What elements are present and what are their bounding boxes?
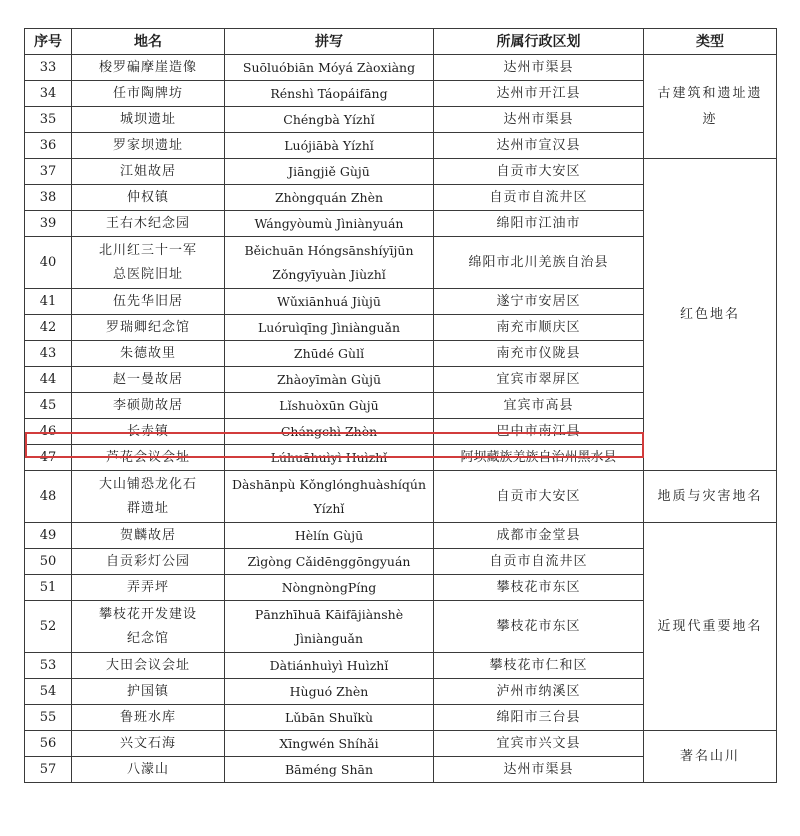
cell-region: 达州市宣汉县 [434,133,644,159]
cell-no: 55 [25,705,72,731]
cell-name: 大田会议会址 [72,653,225,679]
cell-name: 伍先华旧居 [72,289,225,315]
cell-region: 自贡市大安区 [434,471,644,523]
cell-pinyin: Bāméng Shān [225,757,434,783]
cell-name: 城坝遗址 [72,107,225,133]
category-modern-places: 近现代重要地名 [644,523,777,731]
cell-name: 罗家坝遗址 [72,133,225,159]
table-row [25,55,777,81]
cell-region: 宜宾市兴文县 [434,731,644,757]
table-row [25,523,777,549]
cell-name: 王右木纪念园 [72,211,225,237]
name-line2: 纪念馆 [126,630,169,646]
cell-name: 八濛山 [72,757,225,783]
cell-region: 遂宁市安居区 [434,289,644,315]
cell-pinyin: Wángyòumù Jìniànyuán [225,211,434,237]
cell-region: 巴中市南江县 [434,419,644,445]
cell-pinyin: Chéngbà Yízhǐ [225,107,434,133]
pinyin-line1: Běichuān Hóngsānshíyījūn [244,242,414,258]
cell-no: 35 [25,107,72,133]
cell-no: 43 [25,341,72,367]
cell-no: 47 [25,445,72,471]
pinyin-line2: Yízhǐ [313,500,345,516]
cell-pinyin: NòngnòngPíng [225,575,434,601]
place-names-table [24,28,777,783]
cell-pinyin: Dàtiánhuìyì Huìzhǐ [225,653,434,679]
cell-region: 达州市开江县 [434,81,644,107]
cell-pinyin: Luóruìqīng Jìniànguǎn [225,315,434,341]
cell-pinyin [225,237,434,289]
cell-name: 贺麟故居 [72,523,225,549]
cell-no: 37 [25,159,72,185]
table-header-row [25,29,777,55]
header-no: 序号 [25,29,72,55]
cell-name: 仲权镇 [72,185,225,211]
cell-name: 芦花会议会址 [72,445,225,471]
cell-region: 达州市渠县 [434,55,644,81]
cell-pinyin: Lǐshuòxūn Gùjū [225,393,434,419]
cell-region: 南充市仪陇县 [434,341,644,367]
cell-region: 攀枝花市仁和区 [434,653,644,679]
cell-region: 宜宾市高县 [434,393,644,419]
cell-name: 朱德故里 [72,341,225,367]
table-row [25,471,777,523]
cell-no: 36 [25,133,72,159]
cell-region: 绵阳市北川羌族自治县 [434,237,644,289]
cell-no: 38 [25,185,72,211]
pinyin-line1: Pānzhīhuā Kāifājiànshè [254,606,404,622]
cell-region: 泸州市纳溪区 [434,679,644,705]
header-name: 地名 [72,29,225,55]
table-row [25,731,777,757]
cell-pinyin: Rénshì Táopáifāng [225,81,434,107]
cell-region: 绵阳市三台县 [434,705,644,731]
name-line1: 北川红三十一军 [98,242,197,258]
cell-no: 33 [25,55,72,81]
cell-pinyin: Zhàoyīmàn Gùjū [225,367,434,393]
cell-no: 57 [25,757,72,783]
cell-name: 赵一曼故居 [72,367,225,393]
cell-no: 45 [25,393,72,419]
cell-name: 罗瑞卿纪念馆 [72,315,225,341]
cell-pinyin: Lúhuāhuìyì Huìzhǐ [225,445,434,471]
cell-pinyin [225,471,434,523]
name-line1: 大山铺恐龙化石 [98,476,197,492]
cell-name: 任市陶牌坊 [72,81,225,107]
cell-pinyin: Zhūdé Gùlǐ [225,341,434,367]
cell-region: 宜宾市翠屏区 [434,367,644,393]
pinyin-line1: Dàshānpù Kǒnglónghuàshíqún [231,476,427,492]
cell-no: 52 [25,601,72,653]
cell-pinyin: Chángchì Zhèn [225,419,434,445]
cell-no: 41 [25,289,72,315]
cell-pinyin: Zìgòng Cǎidēnggōngyuán [225,549,434,575]
cell-name [72,237,225,289]
category-label-line1: 古建筑和遗址遗 [657,85,763,101]
cell-region: 成都市金堂县 [434,523,644,549]
cell-name: 兴文石海 [72,731,225,757]
pinyin-line2: Zǒngyīyuàn Jiùzhǐ [272,266,386,282]
cell-name [72,471,225,523]
name-line2: 群遗址 [126,500,169,516]
cell-no: 34 [25,81,72,107]
cell-pinyin: Suōluóbiān Móyá Zàoxiàng [225,55,434,81]
cell-region: 阿坝藏族羌族自治州黑水县 [434,445,644,471]
cell-no: 51 [25,575,72,601]
cell-region: 绵阳市江油市 [434,211,644,237]
cell-name: 护国镇 [72,679,225,705]
cell-pinyin: Wǔxiānhuá Jiùjū [225,289,434,315]
cell-name: 江姐故居 [72,159,225,185]
cell-pinyin [225,601,434,653]
cell-name: 自贡彩灯公园 [72,549,225,575]
category-ancient-sites [644,55,777,159]
cell-no: 48 [25,471,72,523]
cell-region: 自贡市自流井区 [434,185,644,211]
header-category: 类型 [644,29,777,55]
cell-pinyin: Lǔbān Shuǐkù [225,705,434,731]
cell-region: 达州市渠县 [434,107,644,133]
name-line1: 攀枝花开发建设 [98,606,197,622]
header-pinyin: 拼写 [225,29,434,55]
cell-no: 44 [25,367,72,393]
cell-name: 梭罗碥摩崖造像 [72,55,225,81]
cell-pinyin: Zhòngquán Zhèn [225,185,434,211]
cell-no: 49 [25,523,72,549]
cell-name: 鲁班水库 [72,705,225,731]
cell-region: 自贡市大安区 [434,159,644,185]
cell-no: 42 [25,315,72,341]
cell-pinyin: Hùguó Zhèn [225,679,434,705]
cell-name: 李硕勋故居 [72,393,225,419]
cell-pinyin: Luójiābà Yízhǐ [225,133,434,159]
cell-region: 自贡市自流井区 [434,549,644,575]
cell-no: 53 [25,653,72,679]
cell-no: 54 [25,679,72,705]
cell-name: 弄弄坪 [72,575,225,601]
cell-region: 达州市渠县 [434,757,644,783]
name-line2: 总医院旧址 [112,266,183,282]
pinyin-line2: Jìniànguǎn [294,630,364,646]
cell-no: 39 [25,211,72,237]
cell-name: 长赤镇 [72,419,225,445]
cell-region: 南充市顺庆区 [434,315,644,341]
category-famous-landscapes: 著名山川 [644,731,777,783]
cell-pinyin: Hèlín Gùjū [225,523,434,549]
category-red-places: 红色地名 [644,159,777,471]
cell-pinyin: Jiāngjiě Gùjū [225,159,434,185]
cell-region: 攀枝花市东区 [434,601,644,653]
cell-no: 56 [25,731,72,757]
cell-no: 40 [25,237,72,289]
table-row [25,159,777,185]
cell-name [72,601,225,653]
cell-region: 攀枝花市东区 [434,575,644,601]
cell-no: 50 [25,549,72,575]
cell-pinyin: Xīngwén Shíhǎi [225,731,434,757]
cell-no: 46 [25,419,72,445]
category-label-line2: 迹 [702,111,718,127]
category-geology-disaster: 地质与灾害地名 [644,471,777,523]
header-region: 所属行政区划 [434,29,644,55]
